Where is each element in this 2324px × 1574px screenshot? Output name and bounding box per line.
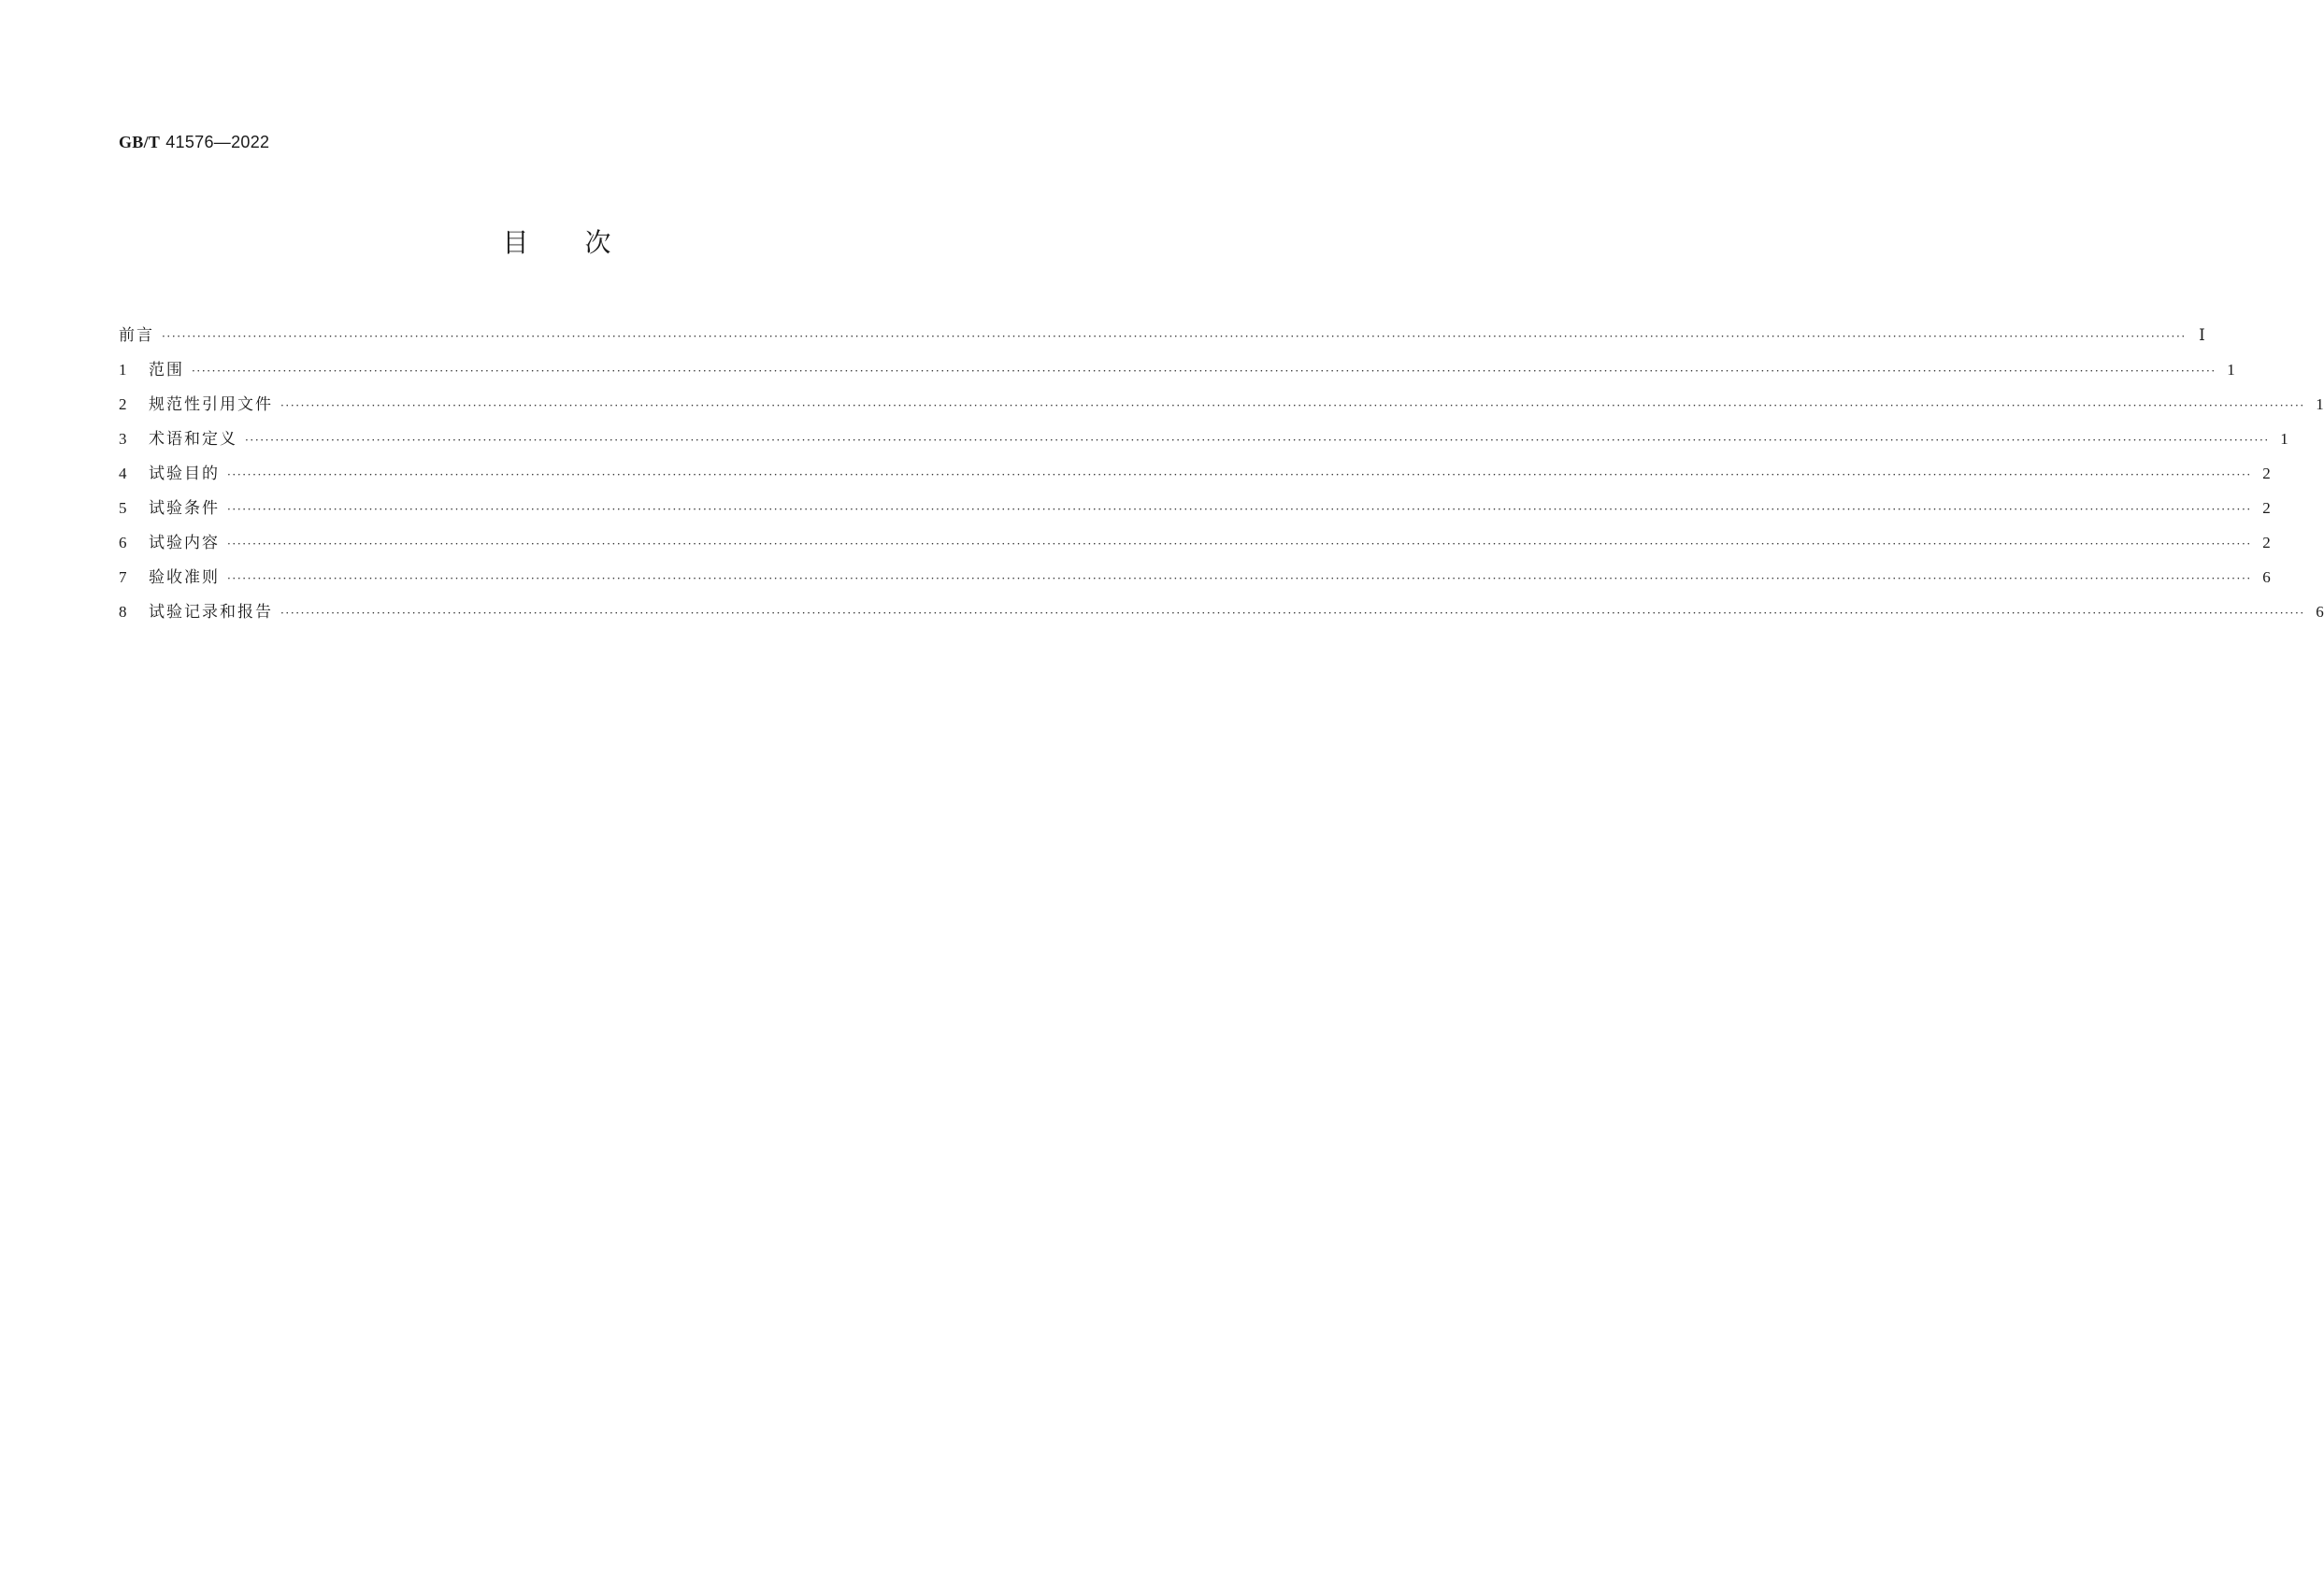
toc-entry-title: 术语和定义 — [149, 430, 237, 449]
toc-entry-7[interactable] — [119, 560, 2271, 594]
toc-entry-4[interactable] — [119, 456, 2271, 491]
toc-entry-title: 试验目的 — [149, 465, 220, 483]
toc-entry-page: 2 — [2262, 499, 2271, 517]
toc-entry-foreword[interactable] — [119, 318, 2205, 352]
toc-entry-number: 6 — [119, 534, 127, 551]
toc-heading: 目次 — [502, 227, 667, 258]
toc-entry-page: 1 — [2280, 430, 2288, 448]
toc-entry-3[interactable] — [119, 422, 2288, 456]
toc-entry-number: 5 — [119, 499, 127, 517]
toc-entry-page: 2 — [2262, 534, 2271, 551]
toc-dot-leader: ················································································································································································································································································································································································································ — [227, 537, 2252, 551]
toc-entry-page: Ⅰ — [2199, 326, 2205, 344]
toc-entry-page: 6 — [2262, 568, 2271, 586]
toc-entry-title: 规范性引用文件 — [149, 395, 273, 414]
toc-dot-leader: ················································································································································································································································································································································································································ — [280, 399, 2305, 412]
toc-dot-leader: ················································································································································································································································································································································································································ — [227, 572, 2252, 585]
toc-entry-6[interactable] — [119, 525, 2271, 560]
toc-entry-title: 验收准则 — [149, 568, 220, 587]
toc-entry-page: 6 — [2316, 603, 2324, 621]
toc-dot-leader: ················································································································································································································································································································································································································ — [227, 468, 2252, 481]
toc-entry-1[interactable] — [119, 352, 2235, 387]
toc-entry-number: 3 — [119, 430, 127, 448]
toc-entry-number: 7 — [119, 568, 127, 586]
standard-prefix: GB/T — [119, 133, 161, 151]
toc-dot-leader: ················································································································································································································································································································································································································ — [227, 503, 2252, 516]
toc-entry-page: 2 — [2262, 465, 2271, 482]
toc-dot-leader: ················································································································································································································································································································································································································ — [162, 330, 2187, 343]
table-of-contents — [119, 318, 2324, 629]
toc-entry-title: 前言 — [119, 326, 154, 345]
toc-entry-title: 试验记录和报告 — [149, 603, 273, 622]
toc-dot-leader: ················································································································································································································································································································································································································ — [192, 365, 2216, 378]
toc-entry-title: 范围 — [149, 361, 184, 379]
toc-entry-page: 1 — [2227, 361, 2235, 379]
toc-entry-title: 试验内容 — [149, 534, 220, 552]
toc-entry-title: 试验条件 — [149, 499, 220, 518]
toc-entry-page: 1 — [2316, 395, 2324, 413]
toc-entry-number: 2 — [119, 395, 127, 413]
document-code — [119, 131, 269, 154]
standard-number: 41576—2022 — [165, 133, 270, 151]
toc-entry-number: 1 — [119, 361, 127, 379]
toc-entry-2[interactable] — [119, 387, 2324, 422]
toc-entry-5[interactable] — [119, 491, 2271, 525]
toc-dot-leader: ················································································································································································································································································································································································································ — [280, 607, 2305, 620]
toc-entry-8[interactable] — [119, 594, 2324, 629]
toc-entry-number: 4 — [119, 465, 127, 482]
toc-dot-leader: ················································································································································································································································································································································································································ — [245, 434, 2270, 447]
toc-entry-number: 8 — [119, 603, 127, 621]
